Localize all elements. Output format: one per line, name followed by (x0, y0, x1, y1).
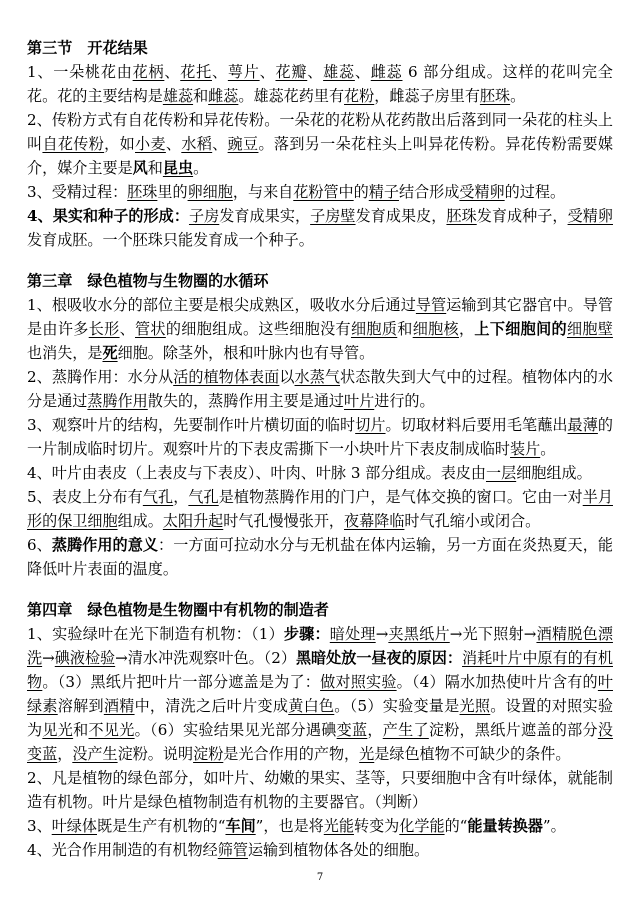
text-run: 、 (212, 135, 228, 153)
underlined-term: 一层 (485, 464, 517, 482)
text-run: 。（4）隔水加热使叶片含有的 (396, 673, 598, 691)
paragraph (27, 293, 613, 365)
text-run: 细胞。除茎外，根和叶脉内也有导管。 (117, 344, 375, 362)
underlined-term: 雌蕊 (208, 87, 239, 105)
text-run: 是绿色植物不可缺少的条件。 (374, 745, 571, 763)
underlined-term: 卵细胞 (187, 183, 233, 201)
text-run: 转变为 (353, 817, 400, 835)
underlined-term: 气孔 (188, 488, 219, 506)
text-run: 。 (540, 440, 556, 458)
text-run: 进行的。 (374, 392, 435, 410)
text-run: 、 (164, 63, 181, 81)
text-run: → (42, 649, 55, 667)
bold-underlined-term: 死 (102, 344, 118, 362)
text-run: 以 (279, 368, 295, 386)
underlined-term: 子房 (188, 207, 220, 225)
underlined-term: 碘液检验 (54, 649, 116, 667)
text-run: 、 (354, 63, 371, 81)
text-run: 结合形成 (398, 183, 460, 201)
underlined-term: 酒精 (103, 697, 135, 715)
text-run: ， (367, 721, 383, 739)
text-run: 。落到另一朵花柱头上叫异花传粉。异花传粉需要媒介，媒介主要是 (27, 135, 613, 177)
underlined-term: 花粉管中 (293, 183, 354, 201)
underlined-term: 受精卵 (567, 207, 613, 225)
text-run: 的细胞组成。这些细胞没有 (165, 320, 351, 338)
text-run: 4、光合作用制造的有机物经 (27, 841, 218, 859)
text-run: 的 (353, 183, 369, 201)
text-run: 状态散失到大气中的过程。植物体内的水分是通过 (27, 368, 613, 410)
text-run: 和 (397, 320, 413, 338)
bold-text: 能量转换器 (467, 817, 543, 835)
underlined-term: 细胞质 (350, 320, 398, 338)
underlined-term: 雌蕊 (370, 63, 403, 81)
text-run: 和 (147, 159, 163, 177)
text-run: 4、叶片由表皮（上表皮与下表皮）、叶肉、叶脉 3 部分组成。表皮由 (27, 464, 486, 482)
text-run: →清水冲洗观察叶色。（2） (115, 649, 296, 667)
underlined-term: 细胞核 (412, 320, 459, 338)
text-run: 和 (193, 87, 209, 105)
underlined-term: 豌豆 (227, 135, 259, 153)
text-run: 。设置的对照实验为 (27, 697, 613, 739)
underlined-term: 化学能 (399, 817, 445, 835)
text-run: ， (458, 320, 475, 338)
underlined-term: 叶绿体 (51, 817, 97, 835)
text-run: 组成。 (117, 512, 163, 530)
text-run: 是光合作用的产物， (223, 745, 360, 763)
underlined-term: 蒸腾作用 (87, 392, 148, 410)
underlined-term: 酒精脱色漂洗 (27, 625, 613, 667)
text-run: 发育成果皮， (355, 207, 447, 225)
underlined-term: 光照 (459, 697, 491, 715)
text-run: 、 (307, 63, 324, 81)
underlined-term: 黄白色 (288, 697, 335, 715)
text-run: 2、蒸腾作用：水分从 (27, 368, 174, 386)
text-run: 1、根吸收水分的部位主要是根尖成熟区，吸收水分后通过 (27, 296, 416, 314)
underlined-term: 叶绿素 (27, 673, 613, 715)
section-heading: 第三章 绿色植物与生物圈的水循环 (27, 272, 269, 290)
underlined-term: 胚珠 (446, 207, 477, 225)
text-run: → (375, 625, 389, 643)
underlined-term: 装片 (510, 440, 541, 458)
paragraph (27, 180, 613, 204)
text-run: 6、 (27, 536, 52, 554)
text-run: 时气孔慢慢张开， (223, 512, 345, 530)
underlined-term: 胚珠 (127, 183, 158, 201)
section-heading: 第三节 开花结果 (27, 39, 148, 57)
paragraph (27, 766, 613, 814)
text-run: 2、凡是植物的绿色部分，如叶片、幼嫩的果实、茎等，只要细胞中含有叶绿体，就能制造有机物。叶片是绿色植物制造有机物的主要器官。（判断） (27, 769, 613, 811)
underlined-term: 花托 (180, 63, 212, 81)
underlined-term: 变蓝 (336, 721, 368, 739)
text-run: 、 (165, 135, 182, 153)
underlined-term: 子房壁 (310, 207, 356, 225)
text-run: 的过程。 (504, 183, 566, 201)
underlined-term: 淀粉 (193, 745, 224, 763)
text-run: 中，清洗之后叶片变成 (134, 697, 289, 715)
text-run: 。（6）实验结果见光部分遇碘 (134, 721, 337, 739)
text-run: 。 (193, 159, 209, 177)
underlined-term: 暗处理 (329, 625, 376, 643)
paragraph (27, 622, 613, 766)
text-run: 3、观察叶片的结构，先要制作叶片横切面的临时 (27, 416, 356, 434)
bold-underlined-term: 车间 (225, 817, 256, 835)
underlined-term: 不见光 (88, 721, 135, 739)
text-run: 时气孔缩小或闭合。 (404, 512, 541, 530)
text-run: 的一片制成临时切片。观察叶片的下表皮需撕下一小块叶片下表皮制成临时 (27, 416, 613, 458)
bold-text: 步骤： (283, 625, 330, 643)
paragraph (27, 485, 613, 533)
text-run: ，雌蕊子房里有 (374, 87, 480, 105)
text-run: 和 (73, 721, 89, 739)
section-flowering-fruiting (27, 36, 613, 252)
underlined-term: 光能 (323, 817, 354, 835)
underlined-term: 胚珠 (479, 87, 511, 105)
text-run: 发育成果实， (219, 207, 311, 225)
underlined-term: 最薄 (567, 416, 598, 434)
paragraph (27, 814, 613, 838)
underlined-term: 水蒸气 (294, 368, 341, 386)
underlined-term: 切片 (355, 416, 386, 434)
section-organic-matter (27, 598, 613, 862)
text-run: 、 (119, 320, 135, 338)
text-run: ”，也是将 (255, 817, 324, 835)
section-water-cycle (27, 269, 613, 581)
bold-text: 蒸腾作用的意义 (51, 536, 159, 554)
underlined-term: 水稻 (181, 135, 213, 153)
text-run: ， (57, 745, 73, 763)
underlined-term: 夜幕降临 (344, 512, 405, 530)
text-run: 。（5）实验变量是 (334, 697, 460, 715)
underlined-term: 太阳升起 (162, 512, 224, 530)
bold-underlined-term: 昆虫 (162, 159, 194, 177)
text-run: ， (173, 488, 189, 506)
underlined-term: 花柄 (132, 63, 165, 81)
underlined-term: 长形 (88, 320, 120, 338)
text-run: 运输到植物体各处的细胞。 (247, 841, 430, 859)
text-run: 6 部分组成。这样的花叫完全花。花的主要结构是 (27, 63, 613, 105)
text-run: ：一方面可拉动水分与无机盐在体内运输，另一方面在炎热夏天，能降低叶片表面的温度。 (27, 536, 613, 578)
text-run: 散失的，蒸腾作用主要是通过 (147, 392, 345, 410)
underlined-term: 半月形的保卫细胞 (27, 488, 613, 530)
text-run: 、 (259, 63, 276, 81)
bold-text: 4、果实和种子的形成： (27, 207, 189, 225)
paragraph (27, 533, 613, 581)
paragraph (27, 461, 613, 485)
underlined-term: 光 (359, 745, 375, 763)
underlined-term: 管状 (135, 320, 166, 338)
text-run: ”。 (542, 817, 566, 835)
text-run: 发育成胚。一个胚珠只能发育成一个种子。 (27, 231, 314, 249)
text-run: 、 (211, 63, 228, 81)
text-run: 1、一朵桃花由 (27, 63, 133, 81)
underlined-term: 做对照实验 (320, 673, 397, 691)
underlined-term: 小麦 (135, 135, 166, 153)
underlined-term: 没产生 (72, 745, 118, 763)
text-run: 2、传粉方式有自花传粉和异花传粉。一朵花的花粉从花药散出后落到同一朵花的柱头上叫 (27, 111, 613, 153)
text-run: 的“ (444, 817, 468, 835)
underlined-term: 导管 (415, 296, 447, 314)
text-run: 溶解到 (57, 697, 104, 715)
underlined-term: 夹黑纸片 (388, 625, 450, 643)
text-run: 。（3）黑纸片把叶片一部分遮盖是为了： (42, 673, 321, 691)
underlined-term: 没变蓝 (27, 721, 613, 763)
paragraph (27, 108, 613, 180)
underlined-term: 筛管 (217, 841, 248, 859)
bold-text: 上下细胞间的 (474, 320, 567, 338)
bold-text: 黑暗处放一昼夜的原因： (295, 649, 463, 667)
text-run: 。 (510, 87, 526, 105)
underlined-term: 产生了 (382, 721, 429, 739)
text-run: 淀粉，黑纸片遮盖的部分 (428, 721, 598, 739)
text-run: 5、表皮上分布有 (27, 488, 143, 506)
text-run: 也消失，是 (27, 344, 103, 362)
underlined-term: 自花传粉 (42, 135, 105, 153)
paragraph (27, 365, 613, 413)
paragraph (27, 204, 613, 252)
text-run: 运输到其它器官中。导管是由许多 (27, 296, 613, 338)
text-run: 。切取材料后要用毛笔蘸出 (385, 416, 568, 434)
underlined-term: 花粉 (344, 87, 375, 105)
underlined-term: 叶片 (344, 392, 375, 410)
text-run: 淀粉。说明 (117, 745, 194, 763)
text-run: 里的 (157, 183, 188, 201)
underlined-term: 气孔 (142, 488, 174, 506)
underlined-term: 精子 (368, 183, 399, 201)
text-run: 是植物蒸腾作用的门户，是气体交换的窗口。它由一对 (218, 488, 583, 506)
underlined-term: 活的植物体表面 (173, 368, 280, 386)
page-number: 7 (316, 872, 324, 883)
text-run: 发育成种子， (476, 207, 568, 225)
underlined-term: 雄蕊 (162, 87, 194, 105)
text-run: 3、 (27, 817, 52, 835)
section-heading: 第四章 绿色植物是生物圈中有机物的制造者 (27, 601, 329, 619)
text-run: ，与来自 (232, 183, 294, 201)
underlined-term: 受精卵 (459, 183, 505, 201)
underlined-term: 见光 (42, 721, 74, 739)
text-run: 3、受精过程： (27, 183, 128, 201)
underlined-term: 萼片 (227, 63, 260, 81)
text-run: ，如 (104, 135, 136, 153)
underlined-term: 花瓣 (275, 63, 308, 81)
paragraph (27, 413, 613, 461)
paragraph (27, 60, 613, 108)
text-run: 细胞组成。 (516, 464, 592, 482)
text-run: 1、实验绿叶在光下制造有机物：（1） (27, 625, 284, 643)
underlined-term: 细胞壁 (566, 320, 613, 338)
paragraph (27, 838, 613, 862)
text-run: 。雄蕊花药里有 (238, 87, 345, 105)
bold-text: 风 (132, 159, 148, 177)
underlined-term: 消耗叶片中原有的有机物 (27, 649, 613, 691)
underlined-term: 雄蕊 (323, 63, 355, 81)
text-run: 既是生产有机物的“ (97, 817, 226, 835)
page-content (27, 36, 613, 862)
text-run: →光下照射→ (449, 625, 537, 643)
